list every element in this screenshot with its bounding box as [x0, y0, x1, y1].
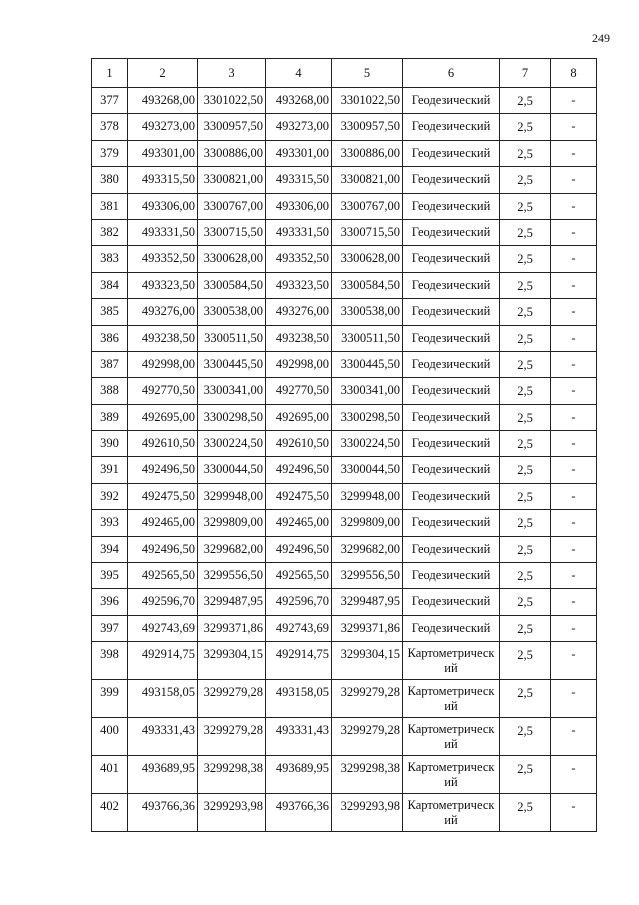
- y-coordinate-cell: 3299487,95: [198, 589, 266, 615]
- table-row: [92, 299, 597, 325]
- point-number-cell: 395: [92, 563, 128, 589]
- table-row: [92, 680, 597, 718]
- method-cell: Геодезический: [403, 114, 500, 140]
- accuracy-cell: 2,5: [500, 718, 551, 756]
- method-cell: Геодезический: [403, 563, 500, 589]
- table-row: [92, 219, 597, 245]
- y-coordinate-cell: 3300224,50: [198, 431, 266, 457]
- point-number-cell: 378: [92, 114, 128, 140]
- dash-cell: -: [551, 378, 597, 404]
- x-coordinate-cell: 493331,50: [128, 219, 198, 245]
- method-cell: Картометрическ ий: [403, 756, 500, 794]
- accuracy-cell: 2,5: [500, 457, 551, 483]
- table-row: [92, 756, 597, 794]
- x-coordinate-cell: 492565,50: [128, 563, 198, 589]
- x-coordinate-cell: 492695,00: [266, 404, 332, 430]
- y-coordinate-cell: 3300628,00: [332, 246, 403, 272]
- accuracy-cell: 2,5: [500, 193, 551, 219]
- x-coordinate-cell: 492770,50: [266, 378, 332, 404]
- y-coordinate-cell: 3299279,28: [332, 718, 403, 756]
- x-coordinate-cell: 493331,50: [266, 219, 332, 245]
- table-row: [92, 351, 597, 377]
- point-number-cell: 390: [92, 431, 128, 457]
- table-row: [92, 325, 597, 351]
- page-number: 249: [592, 31, 610, 45]
- y-coordinate-cell: 3300886,00: [198, 140, 266, 166]
- y-coordinate-cell: 3300298,50: [332, 404, 403, 430]
- y-coordinate-cell: 3300715,50: [198, 219, 266, 245]
- dash-cell: -: [551, 299, 597, 325]
- method-cell: Картометрическ ий: [403, 794, 500, 832]
- coordinates-table: [91, 58, 597, 832]
- table-row: [92, 114, 597, 140]
- x-coordinate-cell: 493301,00: [266, 140, 332, 166]
- x-coordinate-cell: 493158,05: [128, 680, 198, 718]
- point-number-cell: 388: [92, 378, 128, 404]
- table-row: [92, 140, 597, 166]
- y-coordinate-cell: 3300767,00: [332, 193, 403, 219]
- method-cell: Геодезический: [403, 88, 500, 114]
- header-row: [92, 59, 597, 88]
- dash-cell: -: [551, 404, 597, 430]
- method-cell: Геодезический: [403, 167, 500, 193]
- point-number-cell: 394: [92, 536, 128, 562]
- dash-cell: -: [551, 680, 597, 718]
- y-coordinate-cell: 3299809,00: [198, 510, 266, 536]
- accuracy-cell: 2,5: [500, 589, 551, 615]
- accuracy-cell: 2,5: [500, 351, 551, 377]
- point-number-cell: 385: [92, 299, 128, 325]
- point-number-cell: 382: [92, 219, 128, 245]
- method-cell: Геодезический: [403, 457, 500, 483]
- y-coordinate-cell: 3299556,50: [332, 563, 403, 589]
- accuracy-cell: 2,5: [500, 114, 551, 140]
- accuracy-cell: 2,5: [500, 615, 551, 641]
- y-coordinate-cell: 3299948,00: [332, 483, 403, 509]
- dash-cell: -: [551, 193, 597, 219]
- method-cell: Геодезический: [403, 483, 500, 509]
- table-row: [92, 642, 597, 680]
- accuracy-cell: 2,5: [500, 246, 551, 272]
- x-coordinate-cell: 493268,00: [128, 88, 198, 114]
- method-cell: Геодезический: [403, 351, 500, 377]
- method-cell: Геодезический: [403, 325, 500, 351]
- point-number-cell: 386: [92, 325, 128, 351]
- x-coordinate-cell: 493331,43: [128, 718, 198, 756]
- x-coordinate-cell: 493238,50: [128, 325, 198, 351]
- x-coordinate-cell: 493766,36: [266, 794, 332, 832]
- point-number-cell: 379: [92, 140, 128, 166]
- y-coordinate-cell: 3300767,00: [198, 193, 266, 219]
- y-coordinate-cell: 3300957,50: [332, 114, 403, 140]
- accuracy-cell: 2,5: [500, 536, 551, 562]
- x-coordinate-cell: 493301,00: [128, 140, 198, 166]
- x-coordinate-cell: 492496,50: [266, 536, 332, 562]
- y-coordinate-cell: 3299279,28: [332, 680, 403, 718]
- dash-cell: -: [551, 167, 597, 193]
- x-coordinate-cell: 492565,50: [266, 563, 332, 589]
- x-coordinate-cell: 493276,00: [128, 299, 198, 325]
- dash-cell: -: [551, 756, 597, 794]
- dash-cell: -: [551, 246, 597, 272]
- point-number-cell: 401: [92, 756, 128, 794]
- accuracy-cell: 2,5: [500, 680, 551, 718]
- table-row: [92, 378, 597, 404]
- dash-cell: -: [551, 219, 597, 245]
- x-coordinate-cell: 493238,50: [266, 325, 332, 351]
- method-cell: Картометрическ ий: [403, 718, 500, 756]
- y-coordinate-cell: 3300584,50: [198, 272, 266, 298]
- y-coordinate-cell: 3299279,28: [198, 718, 266, 756]
- method-cell: Геодезический: [403, 378, 500, 404]
- table-row: [92, 457, 597, 483]
- y-coordinate-cell: 3299298,38: [198, 756, 266, 794]
- point-number-cell: 402: [92, 794, 128, 832]
- dash-cell: -: [551, 642, 597, 680]
- y-coordinate-cell: 3300445,50: [198, 351, 266, 377]
- column-header: 5: [332, 59, 403, 88]
- y-coordinate-cell: 3299304,15: [332, 642, 403, 680]
- x-coordinate-cell: 493158,05: [266, 680, 332, 718]
- x-coordinate-cell: 493306,00: [128, 193, 198, 219]
- method-cell: Геодезический: [403, 140, 500, 166]
- x-coordinate-cell: 492610,50: [266, 431, 332, 457]
- y-coordinate-cell: 3300298,50: [198, 404, 266, 430]
- dash-cell: -: [551, 140, 597, 166]
- y-coordinate-cell: 3300957,50: [198, 114, 266, 140]
- x-coordinate-cell: 493315,50: [128, 167, 198, 193]
- table-row: [92, 431, 597, 457]
- y-coordinate-cell: 3301022,50: [332, 88, 403, 114]
- column-header: 3: [198, 59, 266, 88]
- accuracy-cell: 2,5: [500, 378, 551, 404]
- dash-cell: -: [551, 325, 597, 351]
- method-cell: Геодезический: [403, 431, 500, 457]
- dash-cell: -: [551, 563, 597, 589]
- y-coordinate-cell: 3299371,86: [332, 615, 403, 641]
- y-coordinate-cell: 3300044,50: [198, 457, 266, 483]
- point-number-cell: 392: [92, 483, 128, 509]
- dash-cell: -: [551, 457, 597, 483]
- method-cell: Геодезический: [403, 193, 500, 219]
- column-header: 1: [92, 59, 128, 88]
- table-row: [92, 536, 597, 562]
- x-coordinate-cell: 492610,50: [128, 431, 198, 457]
- x-coordinate-cell: 492743,69: [266, 615, 332, 641]
- column-header: 7: [500, 59, 551, 88]
- method-cell: Геодезический: [403, 615, 500, 641]
- y-coordinate-cell: 3299556,50: [198, 563, 266, 589]
- point-number-cell: 381: [92, 193, 128, 219]
- column-header: 8: [551, 59, 597, 88]
- table-row: [92, 510, 597, 536]
- dash-cell: -: [551, 536, 597, 562]
- point-number-cell: 384: [92, 272, 128, 298]
- point-number-cell: 399: [92, 680, 128, 718]
- accuracy-cell: 2,5: [500, 325, 551, 351]
- y-coordinate-cell: 3299304,15: [198, 642, 266, 680]
- column-header: 4: [266, 59, 332, 88]
- y-coordinate-cell: 3299298,38: [332, 756, 403, 794]
- table-row: [92, 246, 597, 272]
- y-coordinate-cell: 3300538,00: [198, 299, 266, 325]
- y-coordinate-cell: 3300511,50: [332, 325, 403, 351]
- point-number-cell: 377: [92, 88, 128, 114]
- point-number-cell: 393: [92, 510, 128, 536]
- y-coordinate-cell: 3299371,86: [198, 615, 266, 641]
- point-number-cell: 397: [92, 615, 128, 641]
- dash-cell: -: [551, 114, 597, 140]
- point-number-cell: 380: [92, 167, 128, 193]
- table-body: [92, 88, 597, 832]
- table-row: [92, 718, 597, 756]
- accuracy-cell: 2,5: [500, 299, 551, 325]
- accuracy-cell: 2,5: [500, 140, 551, 166]
- x-coordinate-cell: 493352,50: [128, 246, 198, 272]
- table-row: [92, 167, 597, 193]
- dash-cell: -: [551, 483, 597, 509]
- x-coordinate-cell: 492998,00: [266, 351, 332, 377]
- column-header: 6: [403, 59, 500, 88]
- y-coordinate-cell: 3300511,50: [198, 325, 266, 351]
- dash-cell: -: [551, 615, 597, 641]
- y-coordinate-cell: 3299279,28: [198, 680, 266, 718]
- x-coordinate-cell: 492743,69: [128, 615, 198, 641]
- y-coordinate-cell: 3301022,50: [198, 88, 266, 114]
- y-coordinate-cell: 3300584,50: [332, 272, 403, 298]
- dash-cell: -: [551, 272, 597, 298]
- y-coordinate-cell: 3299682,00: [198, 536, 266, 562]
- point-number-cell: 396: [92, 589, 128, 615]
- y-coordinate-cell: 3299487,95: [332, 589, 403, 615]
- accuracy-cell: 2,5: [500, 642, 551, 680]
- point-number-cell: 398: [92, 642, 128, 680]
- y-coordinate-cell: 3299293,98: [198, 794, 266, 832]
- accuracy-cell: 2,5: [500, 219, 551, 245]
- dash-cell: -: [551, 589, 597, 615]
- point-number-cell: 387: [92, 351, 128, 377]
- x-coordinate-cell: 493352,50: [266, 246, 332, 272]
- table-row: [92, 794, 597, 832]
- x-coordinate-cell: 492465,00: [266, 510, 332, 536]
- y-coordinate-cell: 3300715,50: [332, 219, 403, 245]
- table-row: [92, 88, 597, 114]
- point-number-cell: 389: [92, 404, 128, 430]
- x-coordinate-cell: 493323,50: [128, 272, 198, 298]
- table-row: [92, 272, 597, 298]
- point-number-cell: 400: [92, 718, 128, 756]
- accuracy-cell: 2,5: [500, 756, 551, 794]
- x-coordinate-cell: 493306,00: [266, 193, 332, 219]
- x-coordinate-cell: 492496,50: [128, 457, 198, 483]
- method-cell: Геодезический: [403, 299, 500, 325]
- x-coordinate-cell: 493689,95: [266, 756, 332, 794]
- y-coordinate-cell: 3300445,50: [332, 351, 403, 377]
- y-coordinate-cell: 3299293,98: [332, 794, 403, 832]
- point-number-cell: 391: [92, 457, 128, 483]
- method-cell: Геодезический: [403, 219, 500, 245]
- x-coordinate-cell: 492496,50: [128, 536, 198, 562]
- x-coordinate-cell: 492465,00: [128, 510, 198, 536]
- table-row: [92, 193, 597, 219]
- table-row: [92, 563, 597, 589]
- table-row: [92, 483, 597, 509]
- x-coordinate-cell: 492496,50: [266, 457, 332, 483]
- x-coordinate-cell: 493315,50: [266, 167, 332, 193]
- accuracy-cell: 2,5: [500, 167, 551, 193]
- x-coordinate-cell: 493689,95: [128, 756, 198, 794]
- y-coordinate-cell: 3300821,00: [198, 167, 266, 193]
- table-row: [92, 404, 597, 430]
- y-coordinate-cell: 3300628,00: [198, 246, 266, 272]
- method-cell: Геодезический: [403, 589, 500, 615]
- method-cell: Геодезический: [403, 536, 500, 562]
- x-coordinate-cell: 492475,50: [128, 483, 198, 509]
- x-coordinate-cell: 493331,43: [266, 718, 332, 756]
- dash-cell: -: [551, 431, 597, 457]
- dash-cell: -: [551, 718, 597, 756]
- method-cell: Геодезический: [403, 510, 500, 536]
- y-coordinate-cell: 3300886,00: [332, 140, 403, 166]
- y-coordinate-cell: 3299948,00: [198, 483, 266, 509]
- y-coordinate-cell: 3300224,50: [332, 431, 403, 457]
- dash-cell: -: [551, 88, 597, 114]
- column-header: 2: [128, 59, 198, 88]
- x-coordinate-cell: 493273,00: [266, 114, 332, 140]
- y-coordinate-cell: 3299809,00: [332, 510, 403, 536]
- method-cell: Геодезический: [403, 246, 500, 272]
- accuracy-cell: 2,5: [500, 431, 551, 457]
- x-coordinate-cell: 492914,75: [266, 642, 332, 680]
- accuracy-cell: 2,5: [500, 794, 551, 832]
- x-coordinate-cell: 493268,00: [266, 88, 332, 114]
- x-coordinate-cell: 492475,50: [266, 483, 332, 509]
- y-coordinate-cell: 3299682,00: [332, 536, 403, 562]
- accuracy-cell: 2,5: [500, 88, 551, 114]
- x-coordinate-cell: 492998,00: [128, 351, 198, 377]
- method-cell: Картометрическ ий: [403, 642, 500, 680]
- accuracy-cell: 2,5: [500, 510, 551, 536]
- accuracy-cell: 2,5: [500, 563, 551, 589]
- y-coordinate-cell: 3300538,00: [332, 299, 403, 325]
- accuracy-cell: 2,5: [500, 483, 551, 509]
- dash-cell: -: [551, 351, 597, 377]
- dash-cell: -: [551, 794, 597, 832]
- x-coordinate-cell: 492914,75: [128, 642, 198, 680]
- dash-cell: -: [551, 510, 597, 536]
- method-cell: Картометрическ ий: [403, 680, 500, 718]
- x-coordinate-cell: 492770,50: [128, 378, 198, 404]
- method-cell: Геодезический: [403, 404, 500, 430]
- x-coordinate-cell: 493276,00: [266, 299, 332, 325]
- point-number-cell: 383: [92, 246, 128, 272]
- table-row: [92, 615, 597, 641]
- method-cell: Геодезический: [403, 272, 500, 298]
- y-coordinate-cell: 3300341,00: [332, 378, 403, 404]
- table-row: [92, 589, 597, 615]
- x-coordinate-cell: 493766,36: [128, 794, 198, 832]
- y-coordinate-cell: 3300821,00: [332, 167, 403, 193]
- accuracy-cell: 2,5: [500, 404, 551, 430]
- x-coordinate-cell: 492695,00: [128, 404, 198, 430]
- x-coordinate-cell: 492596,70: [266, 589, 332, 615]
- x-coordinate-cell: 492596,70: [128, 589, 198, 615]
- y-coordinate-cell: 3300044,50: [332, 457, 403, 483]
- x-coordinate-cell: 493273,00: [128, 114, 198, 140]
- y-coordinate-cell: 3300341,00: [198, 378, 266, 404]
- x-coordinate-cell: 493323,50: [266, 272, 332, 298]
- accuracy-cell: 2,5: [500, 272, 551, 298]
